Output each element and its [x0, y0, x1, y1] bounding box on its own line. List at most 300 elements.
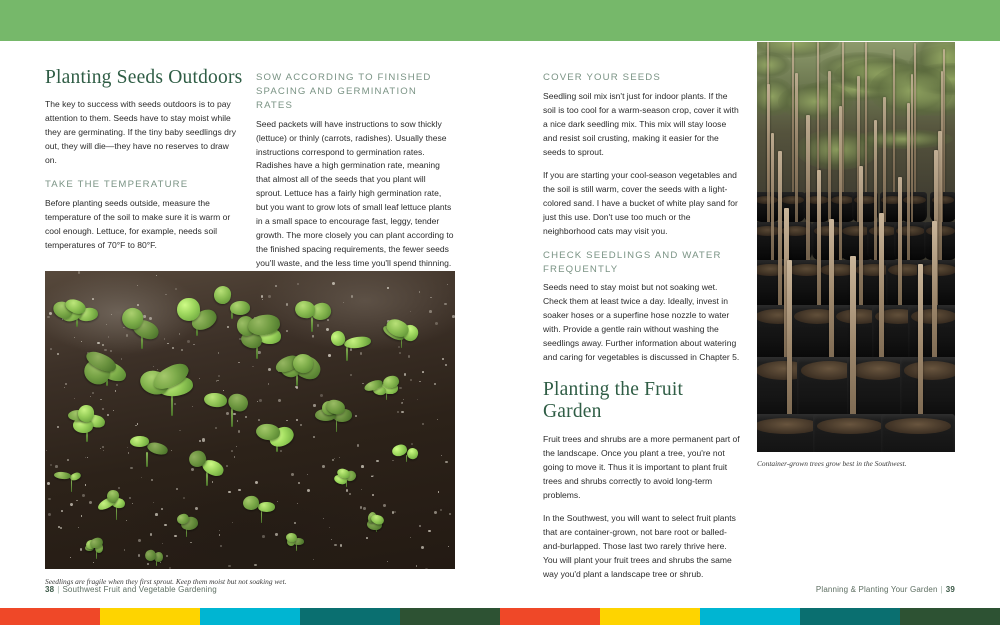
tree-trunk — [795, 73, 798, 234]
soil-speck — [252, 366, 254, 368]
seedling-stem — [311, 317, 313, 332]
soil-speck — [286, 303, 288, 305]
tree-trunk — [914, 43, 916, 204]
seedling-leaf — [130, 436, 149, 447]
soil-speck — [64, 387, 65, 388]
soil-speck — [339, 457, 340, 458]
soil-speck — [147, 563, 149, 565]
soil-speck — [82, 494, 85, 497]
soil-speck — [332, 282, 335, 285]
soil-speck — [165, 294, 167, 296]
soil-speck — [118, 487, 120, 489]
book-page-spread — [0, 41, 1000, 608]
soil-speck — [218, 352, 219, 353]
soil-speck — [401, 402, 403, 404]
color-bar-segment-4 — [300, 608, 400, 625]
soil-speck — [150, 533, 152, 535]
soil-speck — [48, 498, 51, 501]
soil-speck — [151, 479, 152, 480]
soil-speck — [183, 497, 185, 499]
soil-speck — [410, 311, 411, 312]
soil-speck — [440, 509, 442, 511]
soil-speck — [434, 511, 437, 514]
soil-speck — [435, 322, 438, 325]
soil-speck — [398, 346, 400, 348]
nursery-pot — [901, 192, 927, 222]
soil-speck — [363, 507, 366, 510]
soil-speck — [357, 444, 359, 446]
seedling-leaf — [286, 533, 297, 543]
seedling-leaf — [230, 300, 251, 315]
soil-speck — [102, 446, 104, 448]
tree-trunk — [859, 166, 863, 317]
soil-speck — [291, 473, 294, 476]
soil-speck — [233, 413, 235, 415]
soil-speck — [261, 295, 264, 298]
soil-speck — [149, 317, 152, 320]
color-bar-segment-8 — [700, 608, 800, 625]
soil-speck — [215, 427, 217, 429]
soil-speck — [326, 328, 329, 331]
soil-speck — [137, 304, 139, 306]
soil-speck — [220, 545, 223, 548]
soil-speck — [422, 423, 424, 425]
soil-speck — [392, 460, 394, 462]
soil-speck — [67, 459, 69, 461]
container-trees-photo — [757, 42, 955, 452]
tree-trunk — [918, 264, 924, 426]
left-page-number: 38 — [45, 585, 55, 594]
tree-trunk — [932, 221, 937, 369]
soil-speck — [110, 350, 112, 352]
tree-trunk — [829, 219, 834, 369]
soil-speck — [85, 484, 87, 486]
soil-speck — [419, 381, 420, 382]
seedling-leaf — [225, 391, 250, 415]
soil-speck — [236, 446, 237, 447]
soil-speck — [428, 530, 431, 533]
soil-speck — [422, 371, 424, 373]
subhead-sow-according-to-finished-spacing: SOW ACCORDING TO FINISHED SPACING AND GERMINATION RATES — [256, 72, 432, 111]
soil-speck — [392, 511, 395, 514]
soil-speck — [408, 355, 411, 358]
top-decorative-band — [0, 0, 1000, 41]
soil-speck — [331, 539, 332, 540]
soil-speck — [416, 565, 417, 566]
soil-speck — [447, 284, 448, 285]
soil-speck — [442, 358, 444, 360]
soil-speck — [57, 426, 59, 428]
soil-speck — [397, 411, 399, 413]
soil-speck — [294, 522, 296, 524]
soil-speck — [223, 390, 224, 391]
soil-speck — [286, 330, 288, 332]
soil-speck — [128, 452, 129, 453]
soil-speck — [430, 297, 432, 299]
soil-speck — [313, 436, 315, 438]
soil-speck — [403, 399, 404, 400]
soil-speck — [219, 534, 220, 535]
tree-trunk — [806, 115, 809, 272]
container-trees-photo-caption: Container-grown trees grow best in the Southwest. — [757, 459, 907, 468]
soil-speck — [57, 353, 60, 356]
soil-speck — [78, 527, 79, 528]
soil-speck — [219, 530, 220, 531]
soil-speck — [245, 416, 246, 417]
soil-speck — [387, 287, 388, 288]
soil-speck — [127, 447, 128, 448]
seedling-leaf — [54, 472, 72, 481]
soil-speck — [419, 291, 421, 293]
soil-speck — [445, 461, 448, 464]
seedling-leaf — [213, 284, 233, 305]
soil-speck — [199, 378, 200, 379]
seedling-leaf — [146, 440, 169, 456]
seedling-stem — [296, 544, 297, 550]
soil-speck — [320, 394, 323, 397]
soil-speck — [268, 295, 271, 298]
soil-speck — [334, 544, 336, 546]
tree-trunk — [943, 49, 945, 204]
soil-speck — [111, 314, 112, 315]
color-bar-segment-9 — [800, 608, 900, 625]
soil-speck — [166, 555, 168, 557]
soil-speck — [351, 295, 353, 297]
soil-speck — [231, 450, 233, 452]
soil-speck — [371, 476, 372, 477]
right-page-number: 39 — [945, 585, 955, 594]
soil-speck — [417, 399, 418, 400]
soil-speck — [254, 564, 256, 566]
color-bar-segment-3 — [200, 608, 300, 625]
soil-speck — [278, 399, 281, 402]
color-bar-segment-1 — [0, 608, 100, 625]
soil-speck — [126, 520, 128, 522]
soil-speck — [156, 275, 157, 276]
soil-speck — [97, 342, 100, 345]
soil-speck — [332, 459, 334, 461]
tree-trunk — [817, 170, 821, 317]
soil-speck — [343, 302, 344, 303]
soil-speck — [421, 546, 424, 549]
fruit-garden-paragraph-one: Fruit trees and shrubs are a more permanent part of the landscape. Once you plant a tree, you're not going to move it. Thus it is important to plant fruit trees and shrubs correctly to avoid long-term problems. — [543, 433, 740, 500]
soil-speck — [227, 326, 229, 328]
soil-speck — [47, 482, 50, 485]
soil-speck — [349, 493, 351, 495]
soil-speck — [103, 450, 104, 451]
seedlings-photo-caption: Seedlings are fragile when they first sprout. Keep them moist but not soaking wet. — [45, 577, 287, 586]
soil-speck — [137, 423, 139, 425]
subhead-check-seedlings-and-water-frequently: CHECK SEEDLINGS AND WATER FREQUENTLY — [543, 249, 722, 275]
soil-speck — [153, 366, 154, 367]
soil-speck — [372, 494, 374, 496]
soil-speck — [277, 501, 278, 502]
soil-speck — [238, 362, 240, 364]
soil-speck — [187, 340, 190, 343]
soil-speck — [376, 460, 379, 463]
soil-speck — [76, 500, 77, 501]
soil-speck — [238, 430, 241, 433]
soil-speck — [340, 544, 343, 547]
seedling-stem — [231, 408, 233, 427]
soil-speck — [164, 524, 167, 527]
soil-speck — [190, 542, 192, 544]
soil-speck — [307, 474, 308, 475]
soil-speck — [445, 364, 447, 366]
page-title-planting-seeds-outdoors: Planting Seeds Outdoors — [45, 67, 243, 88]
soil-speck — [55, 465, 58, 468]
soil-speck — [46, 450, 47, 451]
soil-speck — [444, 303, 447, 306]
soil-speck — [297, 283, 299, 285]
soil-speck — [362, 383, 364, 385]
tree-trunk — [771, 133, 774, 272]
soil-speck — [322, 465, 325, 468]
soil-speck — [174, 403, 177, 406]
tree-trunk — [938, 131, 941, 272]
color-bar-segment-7 — [600, 608, 700, 625]
soil-speck — [232, 522, 233, 523]
soil-speck — [126, 334, 129, 337]
tree-trunk — [839, 106, 842, 272]
seedlings-photo — [45, 271, 455, 569]
soil-speck — [383, 504, 386, 507]
soil-speck — [262, 299, 263, 300]
soil-speck — [329, 527, 330, 528]
soil-speck — [171, 450, 173, 452]
soil-speck — [172, 347, 174, 349]
soil-speck — [137, 285, 138, 286]
soil-speck — [179, 430, 180, 431]
soil-speck — [164, 338, 166, 340]
soil-speck — [108, 336, 110, 338]
soil-speck — [74, 337, 75, 338]
tree-trunk — [850, 256, 856, 426]
soil-speck — [65, 383, 67, 385]
soil-speck — [70, 503, 73, 506]
soil-speck — [401, 411, 404, 414]
temperature-paragraph: Before planting seeds outside, measure the temperature of the soil to make sure it is warm or cool enough. Lettuce, for example, needs soil temperatures of 70°F to 80°F. — [45, 197, 231, 250]
subhead-take-the-temperature: TAKE THE TEMPERATURE — [45, 179, 189, 191]
seedling-stem — [146, 452, 148, 466]
soil-speck — [255, 481, 258, 484]
soil-speck — [113, 410, 114, 411]
soil-speck — [102, 408, 104, 410]
soil-speck — [162, 543, 164, 545]
soil-speck — [81, 341, 82, 342]
soil-speck — [268, 368, 271, 371]
seedling-leaf — [242, 495, 259, 510]
tree-trunk — [898, 177, 902, 317]
soil-speck — [138, 539, 141, 542]
soil-speck — [60, 527, 62, 529]
soil-speck — [193, 344, 195, 346]
soil-speck — [191, 468, 194, 471]
potted-trees-artwork — [757, 42, 955, 452]
soil-speck — [157, 369, 158, 370]
soil-speck — [434, 383, 437, 386]
soil-speck — [228, 565, 230, 567]
soil-speck — [129, 497, 131, 499]
nursery-pot — [813, 414, 887, 452]
seedling-leaf — [406, 447, 419, 460]
soil-speck — [153, 502, 154, 503]
soil-speck — [212, 481, 213, 482]
soil-speck — [81, 515, 83, 517]
soil-speck — [438, 491, 440, 493]
soil-speck — [296, 419, 299, 422]
check-seedlings-paragraph: Seeds need to stay moist but not soaking wet. Check them at least twice a day. Ideally, invest in soaker hoses or a superfine hose nozzle to water with. Provide a gentle rain without washing the seedlings away. Further information about watering and caring for vegetables is discussed in Chapter 5. — [543, 282, 740, 363]
soil-speck — [280, 450, 282, 452]
soil-speck — [74, 398, 75, 399]
soil-speck — [361, 489, 362, 490]
soil-speck — [387, 561, 388, 562]
soil-speck — [49, 312, 52, 315]
soil-speck — [116, 384, 118, 386]
chapter-title: Planning & Planting Your Garden — [815, 585, 938, 594]
cover-seeds-paragraph-one: Seedling soil mix isn't just for indoor plants. If the soil is too cool for a warm-season crop, cover it with a nice dark seedling mix. This mix will stay loose and resist soil crusting, making it easier for the seeds to sprout. — [543, 90, 739, 157]
soil-speck — [121, 358, 123, 360]
soil-speck — [160, 562, 161, 563]
soil-speck — [135, 425, 136, 426]
left-page-column-two — [256, 71, 454, 271]
soil-speck — [85, 457, 86, 458]
germination-rates-paragraph: Seed packets will have instructions to sow thickly (lettuce) or thinly (carrots, radishes). Usually these instructions correspond to germination rates. Radishes have a high germination rate, meaning that almost all of the seeds that you plant will sprout. Lettuce has a fairly high germination rate, but you want to grow lots of small leaf lettuce plants in a small space to encourage fast, leggy, tender growth. The more closely you can plant according to the finished spacing requirements, the fewer seeds you'll waste, and the less time you'll spend thinning. — [256, 118, 454, 268]
soil-speck — [179, 333, 180, 334]
footer-separator: | — [57, 585, 60, 594]
soil-speck — [429, 310, 432, 313]
tree-trunk — [778, 151, 782, 317]
soil-speck — [361, 465, 364, 468]
soil-speck — [334, 458, 335, 459]
soil-speck — [161, 508, 163, 510]
right-page-footer — [816, 585, 955, 594]
soil-speck — [313, 404, 315, 406]
soil-speck — [437, 419, 438, 420]
soil-speck — [61, 510, 63, 512]
right-page-column-one — [543, 71, 741, 582]
soil-speck — [275, 285, 277, 287]
tree-trunk — [787, 260, 793, 426]
soil-speck — [275, 533, 277, 535]
soil-speck — [258, 419, 260, 421]
left-page-footer — [45, 585, 217, 594]
left-page-column-one — [45, 67, 243, 253]
soil-speck — [218, 375, 221, 378]
nursery-pot — [881, 414, 955, 452]
soil-speck — [100, 448, 101, 449]
bottom-color-bar — [0, 608, 1000, 625]
soil-speck — [300, 424, 301, 425]
soil-speck — [106, 324, 107, 325]
tree-trunk — [842, 42, 844, 204]
tree-trunk — [792, 42, 794, 204]
soil-speck — [132, 503, 133, 504]
soil-speck — [452, 315, 455, 318]
soil-speck — [350, 374, 352, 376]
cover-seeds-paragraph-two: If you are starting your cool-season vegetables and the soil is still warm, cover the seeds with a light-colored sand. I have a bucket of white play sand for just this use. Don't use too much or the neighborhood cats may visit you. — [543, 170, 738, 236]
tree-trunk — [907, 103, 910, 272]
soil-speck — [93, 562, 94, 563]
soil-speck — [80, 548, 83, 551]
soil-speck — [199, 440, 201, 442]
seedling-stem — [206, 472, 208, 486]
fruit-garden-paragraph-two: In the Southwest, you will want to select fruit plants that are container-grown, not bare root or balled-and-burlapped. Those last two rarely thrive here. You will plant your fruit trees and shrubs the same way you'd plant a landscape tree or shrub. — [543, 512, 736, 579]
soil-speck — [92, 392, 94, 394]
soil-speck — [307, 489, 310, 492]
seedling-leaf — [343, 335, 371, 349]
soil-speck — [123, 327, 125, 329]
seedling-stem — [71, 480, 72, 492]
soil-speck — [419, 525, 421, 527]
soil-speck — [226, 465, 229, 468]
soil-speck — [323, 518, 324, 519]
seedling-leaf — [204, 392, 228, 408]
tree-trunk — [911, 74, 914, 234]
soil-speck — [104, 349, 107, 352]
soil-speck — [411, 443, 413, 445]
soil-speck — [50, 348, 52, 350]
soil-speck — [102, 344, 104, 346]
soil-speck — [312, 335, 313, 336]
soil-speck — [192, 406, 193, 407]
soil-speck — [286, 420, 288, 422]
soil-speck — [89, 501, 92, 504]
footer-separator: | — [940, 585, 943, 594]
soil-speck — [217, 380, 219, 382]
soil-speck — [410, 379, 412, 381]
soil-speck — [78, 271, 80, 273]
soil-speck — [257, 401, 258, 402]
soil-speck — [202, 438, 205, 441]
color-bar-segment-5 — [400, 608, 500, 625]
soil-speck — [360, 506, 363, 509]
color-bar-segment-2 — [100, 608, 200, 625]
soil-speck — [238, 489, 240, 491]
soil-speck — [50, 464, 52, 466]
soil-speck — [448, 546, 449, 547]
soil-speck — [181, 349, 183, 351]
tree-trunk — [879, 213, 884, 369]
soil-speck — [234, 456, 235, 457]
soil-speck — [226, 412, 229, 415]
soil-speck — [87, 457, 88, 458]
soil-speck — [328, 354, 331, 357]
color-bar-segment-6 — [500, 608, 600, 625]
soil-speck — [327, 319, 330, 322]
soil-speck — [425, 568, 428, 569]
soil-speck — [169, 567, 171, 569]
soil-speck — [360, 352, 362, 354]
soil-speck — [138, 554, 141, 557]
soil-speck — [92, 298, 94, 300]
soil-speck — [176, 488, 178, 490]
intro-paragraph: The key to success with seeds outdoors is to pay attention to them. Seeds have to stay moist while they are germinating. If the tiny baby seedlings dry out, they will die—they have no reserves to draw on. — [45, 99, 236, 166]
soil-speck — [297, 503, 298, 504]
soil-speck — [47, 316, 49, 318]
soil-speck — [268, 383, 269, 384]
soil-speck — [115, 390, 117, 392]
soil-speck — [167, 343, 168, 344]
soil-speck — [237, 420, 238, 421]
tree-trunk — [767, 84, 770, 234]
soil-speck — [355, 415, 357, 417]
soil-speck — [399, 387, 402, 390]
soil-speck — [366, 537, 368, 539]
soil-speck — [155, 513, 158, 516]
tree-trunk — [893, 49, 895, 204]
seedling-plants-artwork — [45, 271, 455, 569]
